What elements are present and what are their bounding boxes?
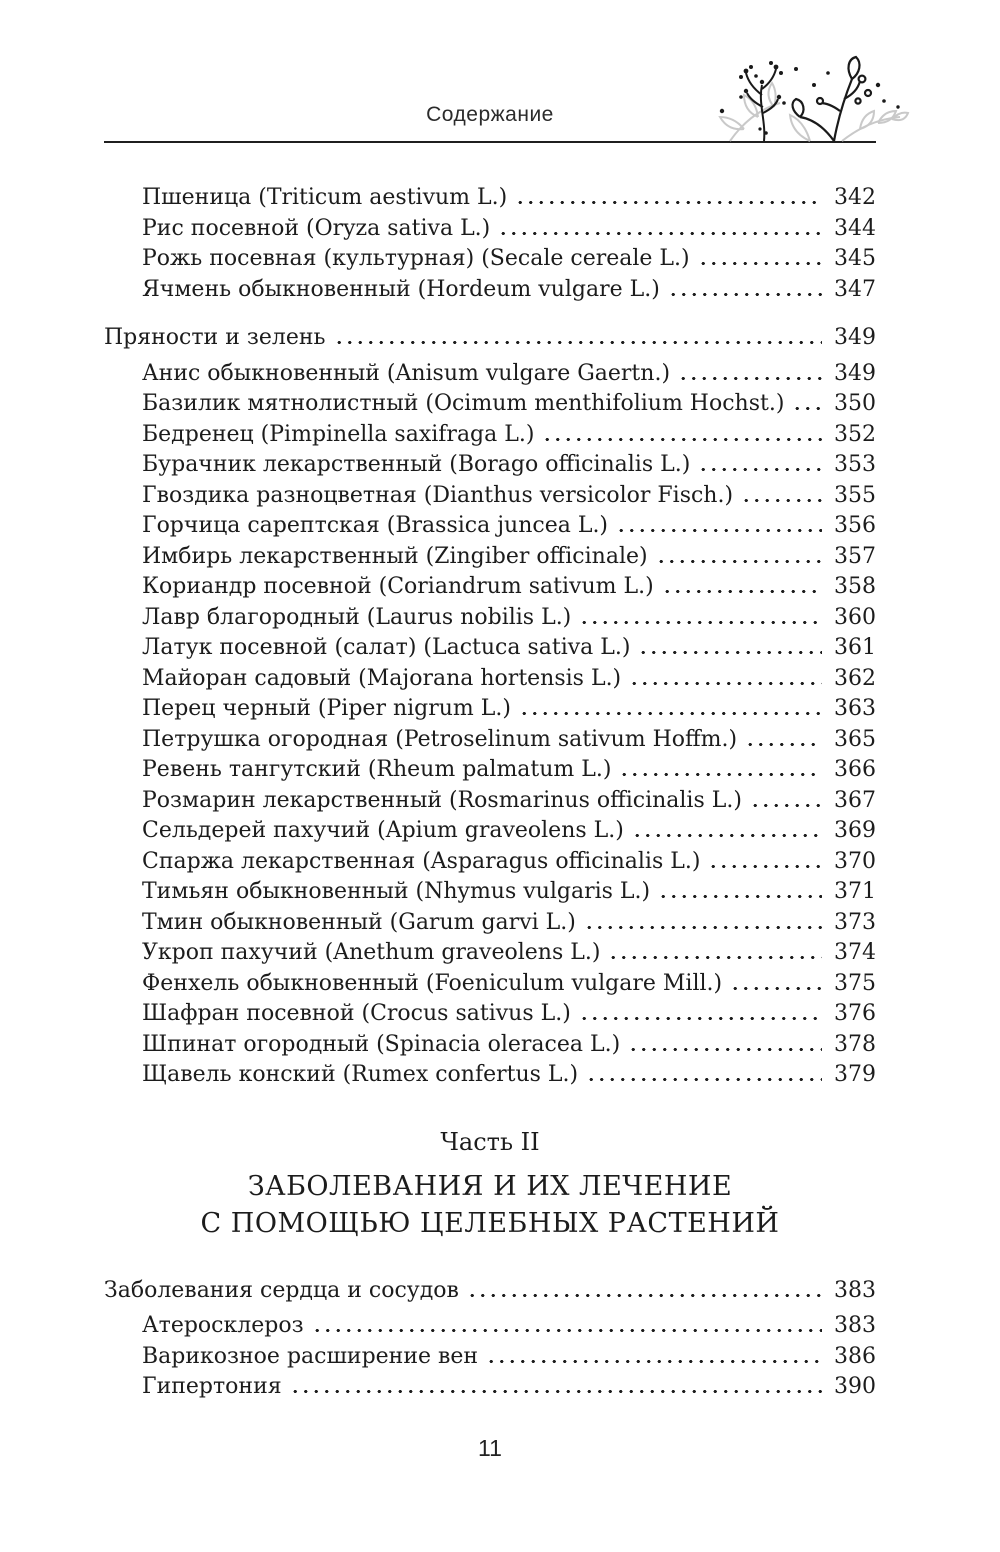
toc-entry-page: 356 (834, 513, 876, 538)
toc-entry (104, 214, 876, 245)
toc-entry-label: Базилик мятнолистный (Ocimum menthifolium Hochst.) (142, 391, 785, 416)
toc-entry (104, 633, 876, 664)
part-heading (104, 1127, 876, 1242)
part-title-line1: ЗАБОЛЕВАНИЯ И ИХ ЛЕЧЕНИЕ (247, 1170, 733, 1202)
toc-entry (104, 725, 876, 756)
dot-leader (708, 865, 822, 868)
toc-entry-page: 378 (834, 1031, 876, 1057)
toc-entry-page: 379 (834, 1062, 876, 1087)
dot-leader (619, 773, 822, 776)
dot-leader (519, 712, 822, 715)
part-title-line2: С ПОМОЩЬЮ ЦЕЛЕБНЫХ РАСТЕНИЙ (200, 1207, 780, 1239)
part-number: Часть II (440, 1127, 540, 1156)
toc-entry (104, 275, 876, 306)
dot-leader (584, 926, 822, 929)
dot-leader (632, 834, 822, 837)
floral-decoration-icon (692, 55, 910, 143)
toc-entry-page: 390 (834, 1374, 876, 1399)
toc-entry (104, 1372, 876, 1403)
toc-entry-label: Сельдерей пахучий (Apium graveolens L.) (142, 818, 624, 843)
toc-entry-page: 386 (834, 1343, 876, 1369)
toc-entry (104, 450, 876, 481)
toc-entry (104, 664, 876, 695)
dot-leader (629, 682, 822, 685)
toc-entry-label: Ячмень обыкновенный (Hordeum vulgare L.) (142, 276, 660, 302)
toc-entry-label: Укроп пахучий (Anethum graveolens L.) (142, 940, 601, 965)
toc-entry (104, 511, 876, 542)
toc-entry-label: Фенхель обыкновенный (Foeniculum vulgare Mill.) (142, 970, 723, 996)
dot-leader (515, 201, 822, 204)
dot-leader (750, 804, 822, 807)
toc-entry (104, 1342, 876, 1373)
toc-entry-page: 347 (834, 276, 876, 302)
dot-leader (334, 341, 822, 344)
toc-entry-label: Тимьян обыкновенный (Nhymus vulgaris L.) (142, 879, 651, 904)
toc-entry-label: Бурачник лекарственный (Borago officinalis L.) (142, 452, 691, 477)
dot-leader (312, 1329, 822, 1332)
dot-leader (638, 651, 822, 654)
toc-entry-page: 345 (834, 246, 876, 271)
toc-entry (104, 908, 876, 939)
toc-entry-label: Анис обыкновенный (Anisum vulgare Gaertn.) (142, 360, 671, 386)
dot-leader (656, 560, 822, 563)
toc-entry (104, 359, 876, 390)
dot-leader (745, 743, 822, 746)
toc-entry-page: 363 (834, 696, 876, 721)
toc-entry-page: 370 (834, 848, 876, 874)
toc-entry-page: 373 (834, 909, 876, 935)
toc-entry-label: Латук посевной (салат) (Lactuca sativa L.) (142, 635, 631, 660)
toc-entry-page: 349 (834, 325, 876, 350)
toc-entry-label: Гвоздика разноцветная (Dianthus versicolor Fisch.) (142, 482, 734, 508)
toc-entry-label: Петрушка огородная (Petroselinum sativum Hoffm.) (142, 726, 738, 752)
toc-entry-label: Варикозное расширение вен (142, 1343, 479, 1369)
toc-entry-label: Шафран посевной (Crocus sativus L.) (142, 1001, 571, 1026)
toc-entry-page: 362 (834, 665, 876, 691)
toc-entry-page: 344 (834, 215, 876, 241)
page-header (104, 0, 876, 141)
dot-leader (628, 1048, 822, 1051)
dot-leader (730, 987, 822, 990)
toc-entry (104, 1030, 876, 1061)
toc-section-entry (104, 323, 876, 354)
dot-leader (498, 232, 822, 235)
toc-entry-page: 357 (834, 543, 876, 569)
toc-entry-label: Спаржа лекарственная (Asparagus officinalis L.) (142, 848, 701, 874)
toc-entry-page: 352 (834, 421, 876, 447)
toc-entry-page: 376 (834, 1001, 876, 1026)
toc-entry-page: 369 (834, 818, 876, 843)
dot-leader (792, 407, 822, 410)
toc-entry-label: Имбирь лекарственный (Zingiber officinale) (142, 543, 648, 569)
dot-leader (579, 1017, 822, 1020)
toc-entry (104, 755, 876, 786)
toc-list-diseases (104, 1276, 876, 1403)
toc-entry-page: 361 (834, 635, 876, 660)
toc-entry-label: Лавр благородный (Laurus nobilis L.) (142, 604, 572, 630)
toc-entry (104, 786, 876, 817)
toc-entry (104, 572, 876, 603)
toc-entry-page: 366 (834, 757, 876, 782)
toc-entry-page: 374 (834, 940, 876, 965)
toc-entry-label: Атеросклероз (142, 1313, 304, 1338)
dot-leader (741, 499, 822, 502)
toc-entry-page: 367 (834, 787, 876, 813)
toc-entry-page: 365 (834, 726, 876, 752)
toc-entry (104, 542, 876, 573)
toc-entry-page: 383 (834, 1277, 876, 1303)
page-number: 11 (478, 1434, 502, 1461)
toc-list-plants (104, 183, 876, 1091)
toc-section-entry (104, 1276, 876, 1307)
dot-leader (658, 895, 822, 898)
toc-entry-label: Ревень тангутский (Rheum palmatum L.) (142, 757, 612, 782)
dot-leader (290, 1390, 822, 1393)
toc-entry (104, 938, 876, 969)
toc-entry (104, 244, 876, 275)
toc-entry-label: Майоран садовый (Majorana hortensis L.) (142, 665, 622, 691)
toc-entry-label: Кориандр посевной (Coriandrum sativum L.) (142, 574, 654, 599)
dot-leader (698, 262, 822, 265)
dot-leader (698, 468, 822, 471)
toc-entry-label: Горчица сарептская (Brassica juncea L.) (142, 513, 609, 538)
toc-entry (104, 389, 876, 420)
toc-entry (104, 969, 876, 1000)
toc-entry-label: Рожь посевная (культурная) (Secale cereale L.) (142, 246, 690, 271)
toc-entry (104, 1311, 876, 1342)
dot-leader (586, 1078, 822, 1081)
toc-entry-label: Заболевания сердца и сосудов (104, 1277, 459, 1303)
dot-leader (608, 956, 822, 959)
toc-entry-label: Бедренец (Pimpinella saxifraga L.) (142, 421, 535, 447)
dot-leader (467, 1294, 822, 1297)
toc-entry-page: 342 (834, 185, 876, 210)
toc-entry-page: 349 (834, 360, 876, 386)
toc-entry-page: 353 (834, 452, 876, 477)
toc-entry-label: Шпинат огородный (Spinacia oleracea L.) (142, 1031, 621, 1057)
toc-entry (104, 694, 876, 725)
toc-entry-page: 358 (834, 574, 876, 599)
toc-entry (104, 420, 876, 451)
toc-entry (104, 877, 876, 908)
toc-entry-page: 371 (834, 879, 876, 904)
dot-leader (542, 438, 822, 441)
toc-entry (104, 816, 876, 847)
toc-entry (104, 603, 876, 634)
dot-leader (662, 590, 822, 593)
toc-entry (104, 481, 876, 512)
toc-entry (104, 183, 876, 214)
toc-entry-page: 383 (834, 1313, 876, 1338)
toc-entry-label: Щавель конский (Rumex confertus L.) (142, 1062, 579, 1087)
dot-leader (678, 377, 822, 380)
contents-title: Содержание (426, 103, 554, 126)
toc-entry-page: 360 (834, 604, 876, 630)
toc-entry-label: Рис посевной (Oryza sativa L.) (142, 215, 491, 241)
toc-entry-label: Розмарин лекарственный (Rosmarinus officinalis L.) (142, 787, 742, 813)
toc-entry-label: Перец черный (Piper nigrum L.) (142, 696, 511, 721)
toc-entry-label: Гипертония (142, 1374, 282, 1399)
toc-entry (104, 1060, 876, 1091)
toc-entry-label: Тмин обыкновенный (Garum garvi L.) (142, 909, 576, 935)
toc-entry-label: Пшеница (Triticum aestivum L.) (142, 185, 508, 210)
dot-leader (579, 621, 822, 624)
dot-leader (668, 293, 822, 296)
toc-entry-label: Пряности и зелень (104, 325, 326, 350)
toc-entry-page: 350 (834, 391, 876, 416)
toc-entry (104, 999, 876, 1030)
toc-entry-page: 375 (834, 970, 876, 996)
toc-entry-page: 355 (834, 482, 876, 508)
toc-entry (104, 847, 876, 878)
dot-leader (616, 529, 822, 532)
dot-leader (486, 1360, 822, 1363)
